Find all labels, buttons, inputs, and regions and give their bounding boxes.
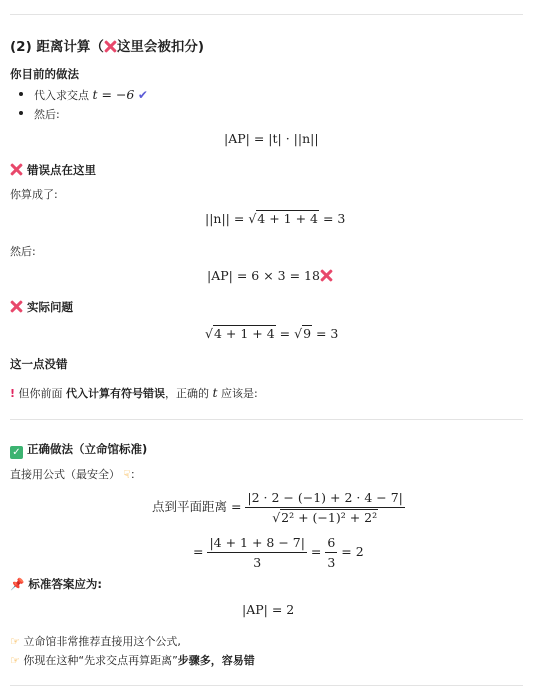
approach-heading: 你目前的做法 <box>10 67 79 81</box>
backhand-index-pointing-down-icon: ☟ <box>123 468 131 481</box>
bullet-1-math: t = −6 <box>92 87 135 102</box>
error-equation-1: ||n|| = √4 + 1 + 4 = 3 <box>205 211 346 226</box>
correct-intro: 直接用公式（最安全） ☟： <box>10 468 142 481</box>
formula-fraction: $\frac{|2 \cdot 2 - (-1) + 2 \cdot 4 - 7|}{\text{√2² + (−1)² + 2²}}$ <box>247 490 403 525</box>
distance-formula: 点到平面距离 = $\frac{|2 \cdot 2 - (-1) + 2 \cdot 4 - 7|}{\text{√2² + (−1)² + 2²}}$ <box>152 490 403 525</box>
tip-2: ☞ 你现在这种“先求交点再算距离”步骤多，容易错 <box>10 654 255 667</box>
actual-equation: √4 + 1 + 4 = √9 = 3 <box>205 326 339 341</box>
pushpin-icon: 📌 <box>10 577 25 591</box>
error-then-label: 然后: <box>10 245 36 258</box>
error-equation-2: |AP| = 6 × 3 = 18 <box>207 268 333 283</box>
answer-equation: |AP| = 2 <box>242 602 295 617</box>
green-check-box-icon: ✓ <box>10 446 23 459</box>
backhand-index-pointing-right-icon: ☞ <box>10 635 20 648</box>
section-title: (2) 距离计算（ 这里会被扣分) <box>10 39 205 55</box>
answer-heading: 📌 标准答案应为: <box>10 577 102 591</box>
tip-1: ☞ 立命馆非常推荐直接用这个公式, <box>10 635 181 648</box>
middle-divider <box>10 419 523 420</box>
correct-heading: ✓ 正确做法（立命馆标准) <box>10 441 147 459</box>
actual-fine-text: 这一点没错 <box>10 357 68 371</box>
approach-bullet-2: 然后: <box>34 108 60 121</box>
bottom-divider <box>10 685 523 686</box>
distance-result: = $\frac{|4 + 1 + 8 - 7|}{3}$ = $\frac{6}{3}$ = 2 <box>193 535 364 570</box>
cross-mark-icon <box>10 300 23 313</box>
cross-mark-icon <box>320 269 333 282</box>
error-calc-label: 你算成了: <box>10 188 58 201</box>
backhand-index-pointing-right-icon: ☞ <box>10 654 20 667</box>
actual-heading: 实际问题 <box>10 299 73 315</box>
approach-bullet-1: 代入求交点 t = −6 ✔ <box>34 87 148 102</box>
top-divider <box>10 14 523 15</box>
exclamation-icon: ! <box>10 387 16 400</box>
check-mark-icon: ✔ <box>137 88 148 102</box>
cross-mark-icon <box>10 163 23 176</box>
approach-equation: |AP| = |t| · ||n|| <box>224 131 319 146</box>
error-heading: 错误点在这里 <box>10 162 96 178</box>
actual-note: ! 但你前面 代入计算有符号错误，正确的 t 应该是: <box>10 385 258 400</box>
cross-mark-icon <box>104 40 117 53</box>
